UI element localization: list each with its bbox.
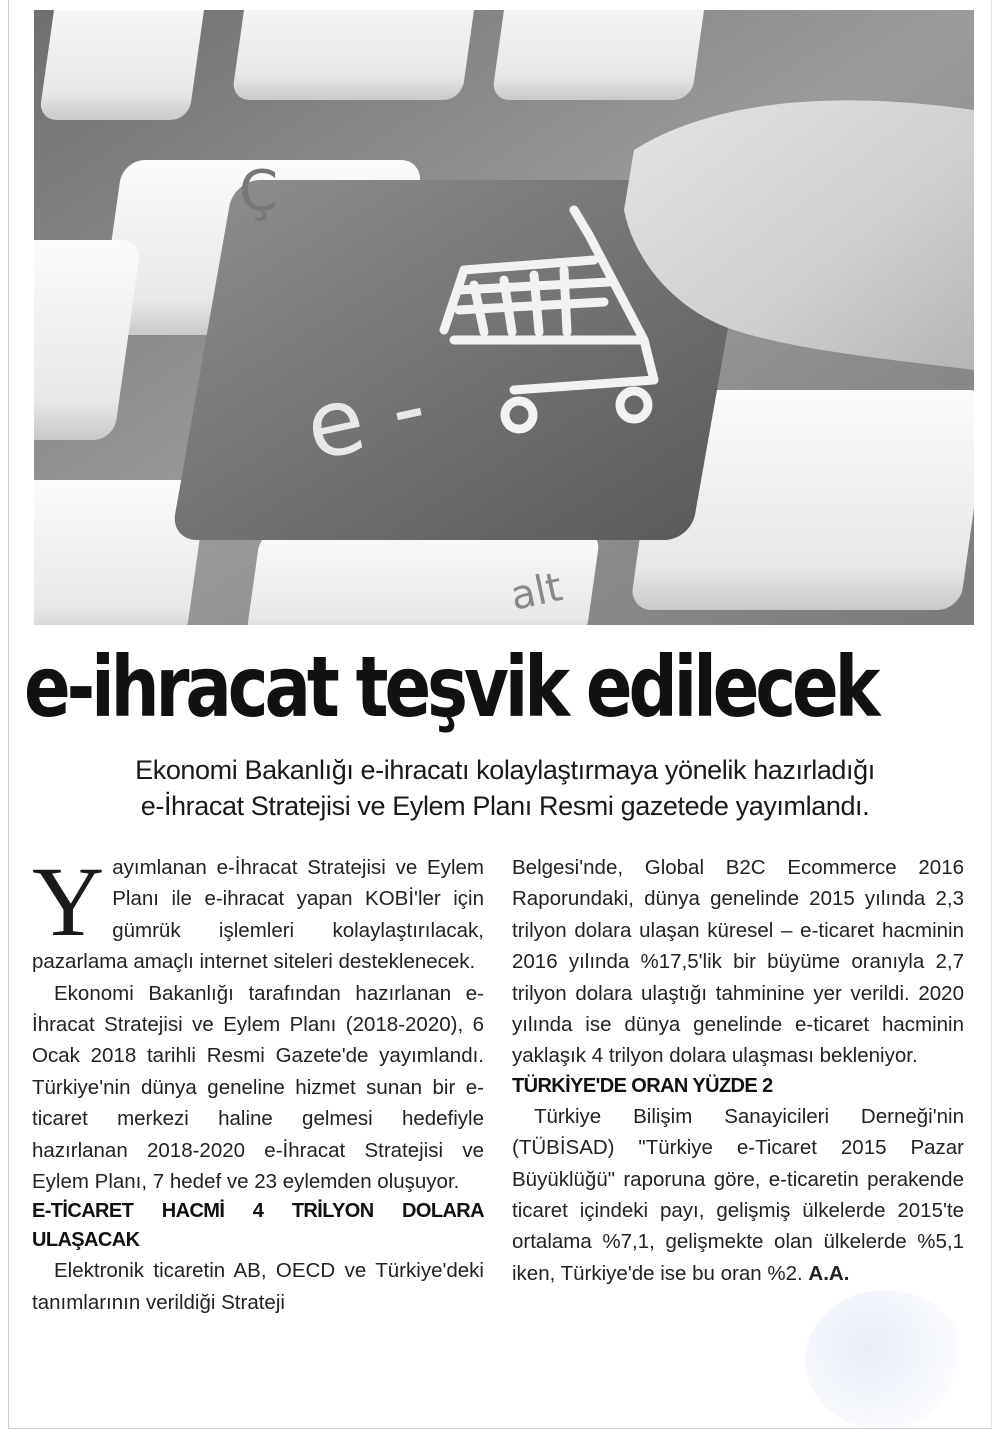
article-column-right (512, 852, 964, 1289)
subheading: TÜRKİYE'DE ORAN YÜZDE 2 (512, 1074, 773, 1097)
key-legend-c-cedilla: Ç (239, 159, 279, 224)
paragraph: Ekonomi Bakanlığı tarafından hazırlanan e-İhracat Stratejisi ve Eylem Planı (2018-2020), 6 Ocak 2018 tarihli Resmi Gazete'de yayımlandı. Türkiye'nin dünya geneline hizmet sunan bir e-ticaret merkezi haline gelmesi hedefiyle hazırlanan 2018-2020 e-İhracat Stratejisi ve Eylem Planı, 7 hedef ve 23 eylemden oluşuyor. (32, 981, 484, 1194)
paragraph: Belgesi'nde, Global B2C Ecommerce 2016 Raporundaki, dünya genelinde 2015 yılında 2,3 trilyon dolara ulaşan küresel – e-ticaret hacminin 2016 yılında %17,5'lik bir büyüme oranıyla 2,7 trilyon dolara ulaştığı tahminine yer verildi. 2020 yılında ise dünya genelinde e-ticaret hacminin yaklaşık 4 trilyon dolara ulaşması bekleniyor. (512, 856, 964, 1068)
keyboard-key (491, 10, 709, 100)
subheading: E-TİCARET HACMİ 4 TRİLYON DOLARA ULAŞACAK (32, 1200, 484, 1252)
drop-cap: Y (32, 846, 105, 957)
article-headline: e-ihracat teşvik edilecek (24, 638, 877, 736)
deck-line-1: Ekonomi Bakanlığı e-ihracatı kolaylaştırmaya yönelik hazırladığı (135, 755, 875, 785)
keyboard-photo (34, 10, 974, 625)
paragraph-text: Türkiye Bilişim Sanayicileri Derneği'nin (TÜBİSAD) "Türkiye e-Ticaret 2015 Pazar Büyüklüğü" raporuna göre, e-ticaretin perakende ticaret içindeki payı, gelişmiş ülkelerde 2015'te ortalama %7,1, gelişmekte olan ülkelerde %5,1 iken, Türkiye'de ise bu oran %2. (512, 1104, 964, 1285)
paragraph: Elektronik ticaretin AB, OECD ve Türkiye'deki tanımlarının verildiği Strateji (32, 1259, 484, 1314)
author-signature: A.A. (808, 1261, 850, 1285)
key-legend-e-dash: e - (296, 352, 436, 482)
key-legend-alt: alt (506, 564, 567, 620)
lead-text: ayımlanan e-İhracat Stratejisi ve Eylem Planı ile e-ihracat yapan KOBİ'ler için gümrük işlemleri kolaylaştırılacak, pazarlama amaçlı internet siteleri desteklenecek. (32, 856, 484, 974)
keyboard-key (39, 10, 209, 120)
lead-paragraph (32, 846, 484, 978)
article-column-left (32, 846, 484, 1318)
keyboard-key (231, 10, 479, 100)
watermark-logo (805, 1290, 965, 1430)
paragraph (512, 1101, 964, 1289)
article-deck (40, 752, 970, 824)
deck-line-2: e-İhracat Stratejisi ve Eylem Planı Resmi gazetede yayımlandı. (140, 791, 870, 821)
